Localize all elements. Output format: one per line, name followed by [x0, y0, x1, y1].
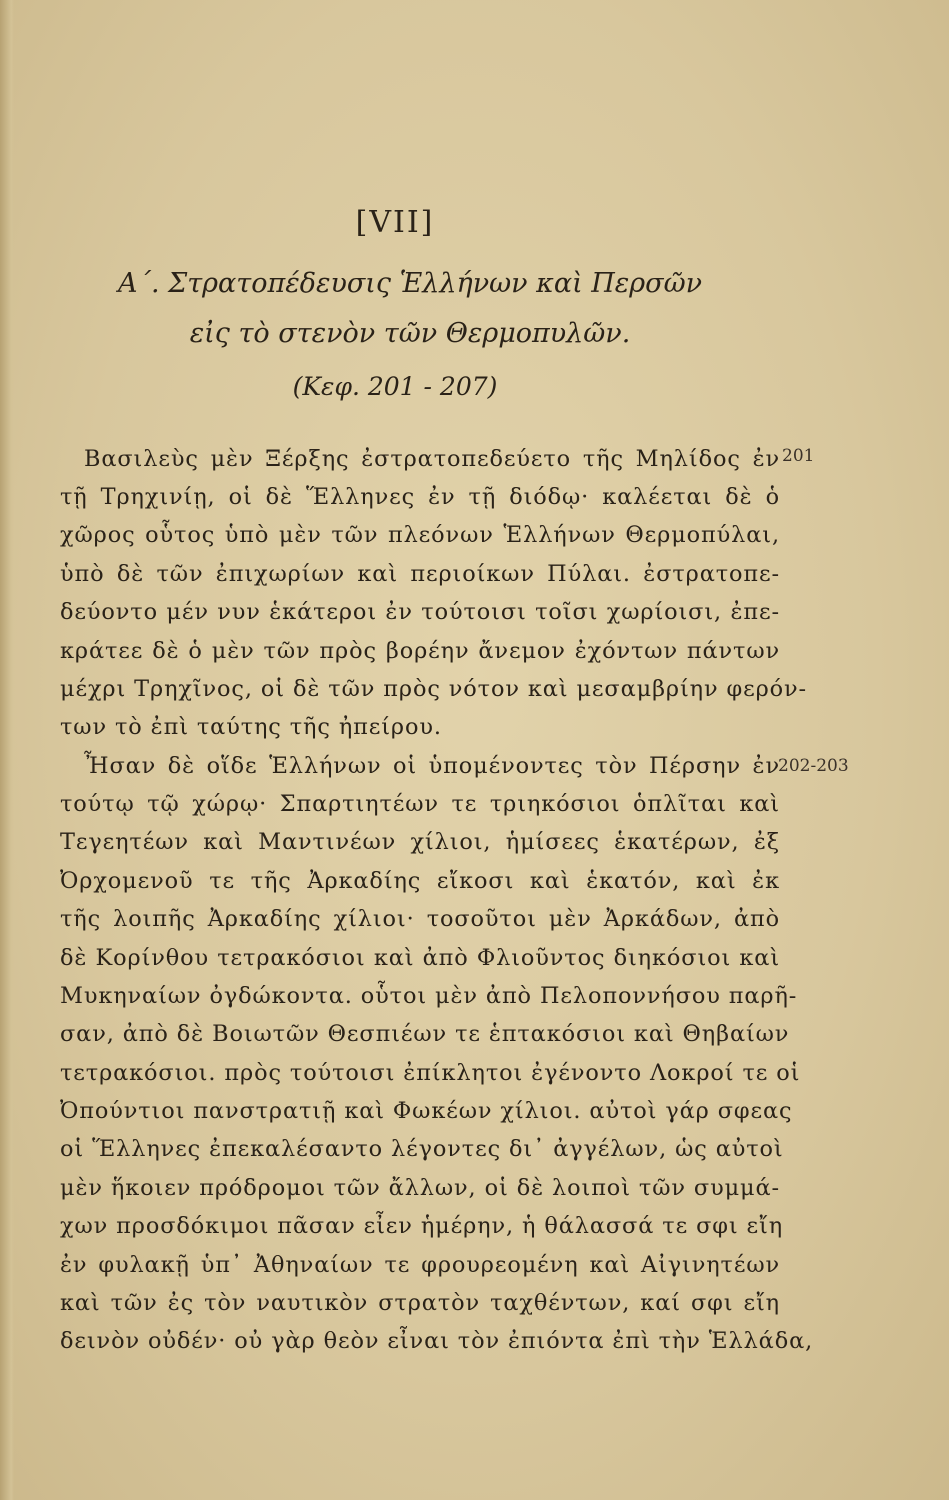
text-line: Βασιλεὺς μὲν Ξέρξης ἐστρατοπεδεύετο τῆς Μηλίδος ἐν [84, 446, 780, 472]
text-line: δὲ Κορίνθου τετρακόσιοι καὶ ἀπὸ Φλιοῦντος διηκόσιοι καὶ [60, 945, 780, 971]
text-line: ἐν φυλακῇ ὑπ᾽ Ἀθηναίων τε φρουρεομένη καὶ Αἰγινητέων [60, 1252, 780, 1278]
margin-note-202-203: 202-203 [778, 756, 849, 776]
text-line: Τεγεητέων καὶ Μαντινέων χίλιοι, ἡμίσεες ἑκατέρων, ἐξ [60, 829, 780, 855]
text-line: τῇ Τρηχινίῃ, οἱ δὲ Ἕλληνες ἐν τῇ διόδῳ· καλέεται δὲ ὁ [60, 484, 780, 510]
text-line: οἱ Ἕλληνες ἐπεκαλέσαντο λέγοντες δι᾽ ἀγγέλων, ὡς αὐτοὶ [60, 1136, 784, 1162]
text-line: Ὀπούντιοι πανστρατιῇ καὶ Φωκέων χίλιοι. αὐτοὶ γάρ σφεας [60, 1098, 793, 1124]
text-line: χων προσδόκιμοι πᾶσαν εἶεν ἡμέρην, ἡ θάλασσά τε σφι εἴη [60, 1213, 784, 1239]
section-heading-line-1: Α΄. Στρατοπέδευσις Ἑλλήνων καὶ Περσῶν [117, 268, 703, 299]
text-line: τετρακόσιοι. πρὸς τούτοισι ἐπίκλητοι ἐγένοντο Λοκροί τε οἱ [60, 1060, 801, 1086]
chapter-number: [VII] [355, 205, 435, 240]
text-line: τῆς λοιπῆς Ἀρκαδίης χίλιοι· τοσοῦτοι μὲν Ἀρκάδων, ἀπὸ [60, 906, 780, 932]
text-line: ὑπὸ δὲ τῶν ἐπιχωρίων καὶ περιοίκων Πύλαι. ἐστρατοπε- [60, 561, 780, 587]
section-heading-line-2: εἰς τὸ στενὸν τῶν Θερμοπυλῶν. [189, 318, 631, 349]
text-line: μέχρι Τρηχῖνος, οἱ δὲ τῶν πρὸς νότον καὶ μεσαμβρίην φερόν- [60, 676, 808, 702]
text-line: καὶ τῶν ἐς τὸν ναυτικὸν στρατὸν ταχθέντων, καί σφι εἴη [60, 1290, 780, 1316]
text-line: Ἦσαν δὲ οἵδε Ἑλλήνων οἱ ὑπομένοντες τὸν Πέρσην ἐν [84, 753, 780, 779]
text-line: χῶρος οὗτος ὑπὸ μὲν τῶν πλεόνων Ἑλλήνων Θερμοπύλαι, [60, 522, 780, 548]
text-line: μὲν ἥκοιεν πρόδρομοι τῶν ἄλλων, οἱ δὲ λοιποὶ τῶν συμμά- [60, 1175, 780, 1201]
text-line: δεύοντο μέν νυν ἑκάτεροι ἐν τούτοισι τοῖσι χωρίοισι, ἐπε- [60, 599, 780, 625]
margin-note-201: 201 [782, 446, 815, 466]
text-line: τούτῳ τῷ χώρῳ· Σπαρτιητέων τε τριηκόσιοι ὁπλῖται καὶ [60, 791, 780, 817]
text-line: σαν, ἀπὸ δὲ Βοιωτῶν Θεσπιέων τε ἑπτακόσιοι καὶ Θηβαίων [60, 1021, 790, 1047]
text-line: Μυκηναίων ὀγδώκοντα. οὗτοι μὲν ἀπὸ Πελοποννήσου παρῆ- [60, 983, 798, 1009]
text-line: δεινὸν οὐδέν· οὐ γὰρ θεὸν εἶναι τὸν ἐπιόντα ἐπὶ τὴν Ἑλλάδα, [60, 1328, 814, 1354]
chapter-reference: (Κεφ. 201 - 207) [292, 372, 498, 401]
text-line: των τὸ ἐπὶ ταύτης τῆς ἠπείρου. [60, 714, 442, 740]
text-line: κράτεε δὲ ὁ μὲν τῶν πρὸς βορέην ἄνεμον ἐχόντων πάντων [60, 638, 780, 664]
text-line: Ὀρχομενοῦ τε τῆς Ἀρκαδίης εἴκοσι καὶ ἑκατόν, καὶ ἐκ [60, 868, 780, 894]
